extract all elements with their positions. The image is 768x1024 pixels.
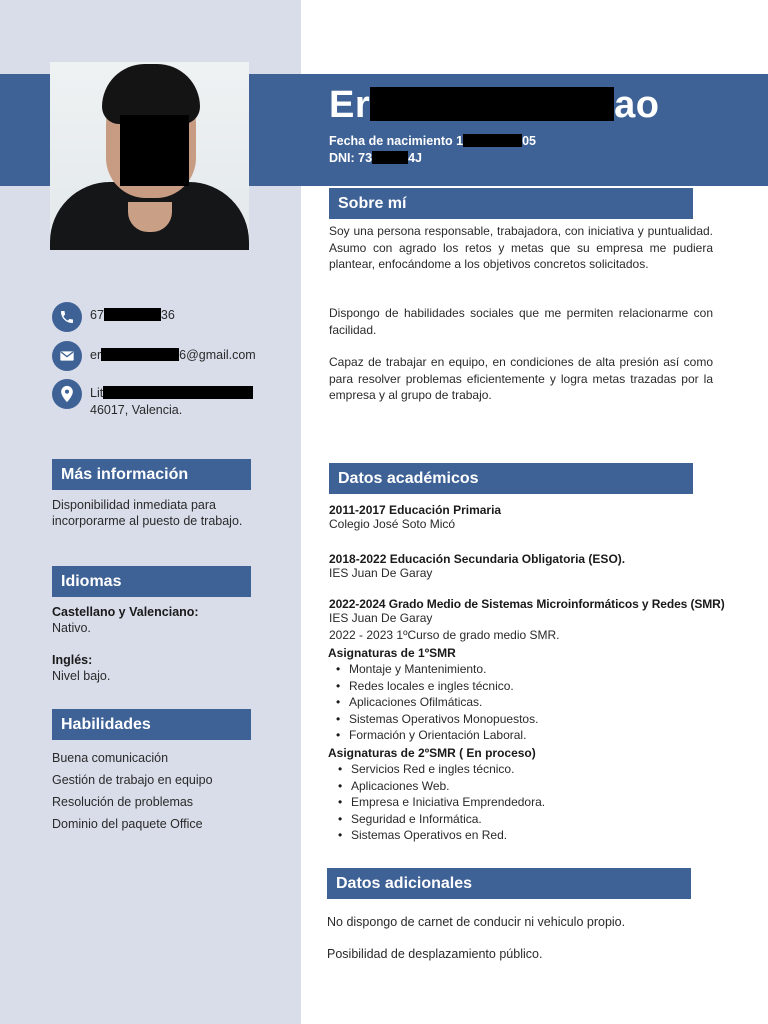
- education-title: 2011-2017 Educación Primaria: [329, 503, 502, 517]
- education-school: IES Juan De Garay: [329, 566, 433, 580]
- subjects-list: [336, 661, 538, 744]
- candidate-name: Er ao: [329, 84, 660, 126]
- redaction-box: [370, 87, 614, 121]
- section-title-about: Sobre mí: [329, 188, 693, 219]
- list-item: • Seguridad e Informática.: [338, 811, 545, 828]
- about-paragraph: Capaz de trabajar en equipo, en condiciones de alta presión así como para resolver problemas eficientemente y logra metas trazadas por la empresa y al grupo de trabajo.: [329, 355, 713, 402]
- list-item: • Redes locales e ingles técnico.: [336, 678, 538, 695]
- section-title-additional: Datos adicionales: [327, 868, 691, 899]
- subjects-title: Asignaturas de 2ºSMR ( En proceso): [328, 746, 536, 760]
- about-paragraph: Soy una persona responsable, trabajadora, con iniciativa y puntualidad. Asumo con agrado los retos y metas que su empresa me pudiera plantear, enfocándome a los objetivos concretos solicitados.: [329, 224, 713, 271]
- redaction-box: [104, 308, 161, 321]
- list-item: • Aplicaciones Ofilmáticas.: [336, 694, 538, 711]
- redaction-box: [103, 386, 253, 399]
- section-title-academic: Datos académicos: [329, 463, 693, 494]
- skill-item: Gestión de trabajo en equipo: [52, 773, 213, 787]
- skill-item: Buena comunicación: [52, 751, 169, 765]
- education-note: 2022 - 2023 1ºCurso de grado medio SMR.: [329, 628, 560, 642]
- additional-item: No dispongo de carnet de conducir ni vehiculo propio.: [327, 915, 626, 929]
- list-item: • Sistemas Operativos Monopuestos.: [336, 711, 538, 728]
- subjects-title: Asignaturas de 1ºSMR: [328, 646, 456, 660]
- more-info-text: Disponibilidad inmediata para incorporarme al puesto de trabajo.: [52, 498, 243, 528]
- dni: DNI: 73 4J: [329, 151, 422, 165]
- skill-item: Resolución de problemas: [52, 795, 194, 809]
- list-item: • Montaje y Mantenimiento.: [336, 661, 538, 678]
- list-item: • Aplicaciones Web.: [338, 778, 545, 795]
- birth-date: Fecha de nacimiento 1 05: [329, 134, 536, 148]
- phone-number: 67 36: [90, 308, 175, 322]
- education-title: 2018-2022 Educación Secundaria Obligatoria (ESO).: [329, 552, 626, 566]
- section-title-more-info: Más información: [52, 459, 251, 490]
- address-line-2: 46017, Valencia.: [90, 403, 183, 417]
- about-paragraph: Dispongo de habilidades sociales que me permiten relacionarme con facilidad.: [329, 306, 713, 337]
- list-item: • Servicios Red e ingles técnico.: [338, 761, 545, 778]
- education-title: 2022-2024 Grado Medio de Sistemas Microinformáticos y Redes (SMR): [329, 597, 725, 611]
- address-line-1: Lit: [90, 386, 253, 400]
- language-item: Inglés: Nivel bajo.: [52, 653, 111, 683]
- mail-icon: [52, 341, 82, 371]
- education-school: Colegio José Soto Micó: [329, 517, 456, 531]
- list-item: • Sistemas Operativos en Red.: [338, 827, 545, 844]
- subjects-list: [338, 761, 545, 844]
- email-address[interactable]: er 6@gmail.com: [90, 348, 256, 362]
- skill-item: Dominio del paquete Office: [52, 817, 203, 831]
- list-item: • Formación y Orientación Laboral.: [336, 727, 538, 744]
- list-item: • Empresa e Iniciativa Emprendedora.: [338, 794, 545, 811]
- section-title-languages: Idiomas: [52, 566, 251, 597]
- phone-icon: [52, 302, 82, 332]
- education-school: IES Juan De Garay: [329, 611, 433, 625]
- language-item: Castellano y Valenciano: Nativo.: [52, 605, 199, 635]
- redaction-box: [463, 134, 522, 147]
- additional-item: Posibilidad de desplazamiento público.: [327, 947, 543, 961]
- redaction-box: [372, 151, 408, 164]
- location-pin-icon: [52, 379, 82, 409]
- section-title-skills: Habilidades: [52, 709, 251, 740]
- redaction-box: [120, 115, 189, 186]
- redaction-box: [101, 348, 179, 361]
- profile-photo: [50, 62, 249, 250]
